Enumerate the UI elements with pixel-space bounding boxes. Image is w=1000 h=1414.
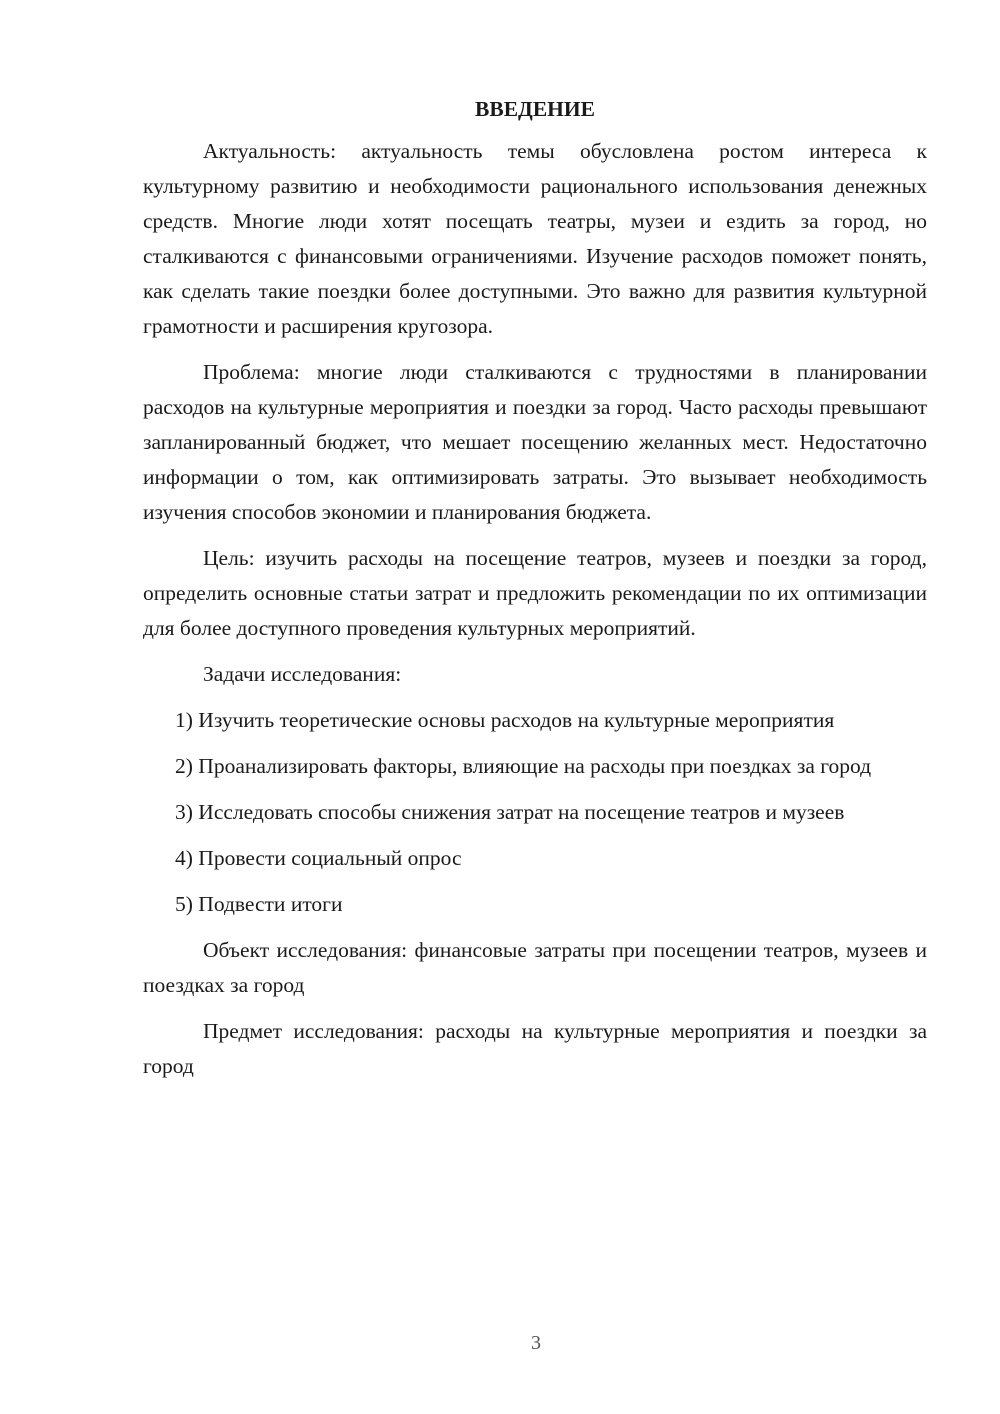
- tasks-heading: Задачи исследования:: [203, 662, 402, 686]
- task-item: [143, 795, 927, 830]
- document-page: [143, 92, 927, 1095]
- page-number: 3: [531, 1332, 541, 1354]
- goal-paragraph: Цель: изучить расходы на посещение театров, музеев и поездки за город, определить основные статьи затрат и предложить рекомендации по их оптимизации для более доступного проведения культурных мероприятий.: [143, 546, 927, 640]
- task-number: 5): [175, 892, 193, 916]
- task-item: [143, 841, 927, 876]
- object-paragraph: Объект исследования: финансовые затраты при посещении театров, музеев и поездках за город: [143, 938, 927, 997]
- task-text: Исследовать способы снижения затрат на посещение театров и музеев: [198, 800, 845, 824]
- task-number: 3): [175, 800, 193, 824]
- task-item: [143, 703, 927, 738]
- task-text: Проанализировать факторы, влияющие на расходы при поездках за город: [198, 754, 872, 778]
- task-number: 2): [175, 754, 193, 778]
- task-item: [143, 887, 927, 922]
- problem-paragraph: Проблема: многие люди сталкиваются с трудностями в планировании расходов на культурные мероприятия и поездки за город. Часто расходы превышают запланированный бюджет, что мешает посещению желанных мест. Недостаточно информации о том, как оптимизировать затраты. Это вызывает необходимость изучения способов экономии и планирования бюджета.: [143, 360, 927, 524]
- task-text: Изучить теоретические основы расходов на культурные мероприятия: [198, 708, 835, 732]
- task-number: 1): [175, 708, 193, 732]
- page-title: ВВЕДЕНИЕ: [475, 97, 595, 121]
- task-number: 4): [175, 846, 193, 870]
- task-text: Подвести итоги: [198, 892, 343, 916]
- task-text: Провести социальный опрос: [198, 846, 462, 870]
- relevance-paragraph: Актуальность: актуальность темы обусловлена ростом интереса к культурному развитию и необходимости рационального использования денежных средств. Многие люди хотят посещать театры, музеи и ездить за город, но сталкиваются с финансовыми ограничениями. Изучение расходов поможет понять, как сделать такие поездки более доступными. Это важно для развития культурной грамотности и расширения кругозора.: [143, 139, 927, 338]
- task-item: [143, 749, 927, 784]
- subject-paragraph: Предмет исследования: расходы на культурные мероприятия и поездки за город: [143, 1019, 927, 1078]
